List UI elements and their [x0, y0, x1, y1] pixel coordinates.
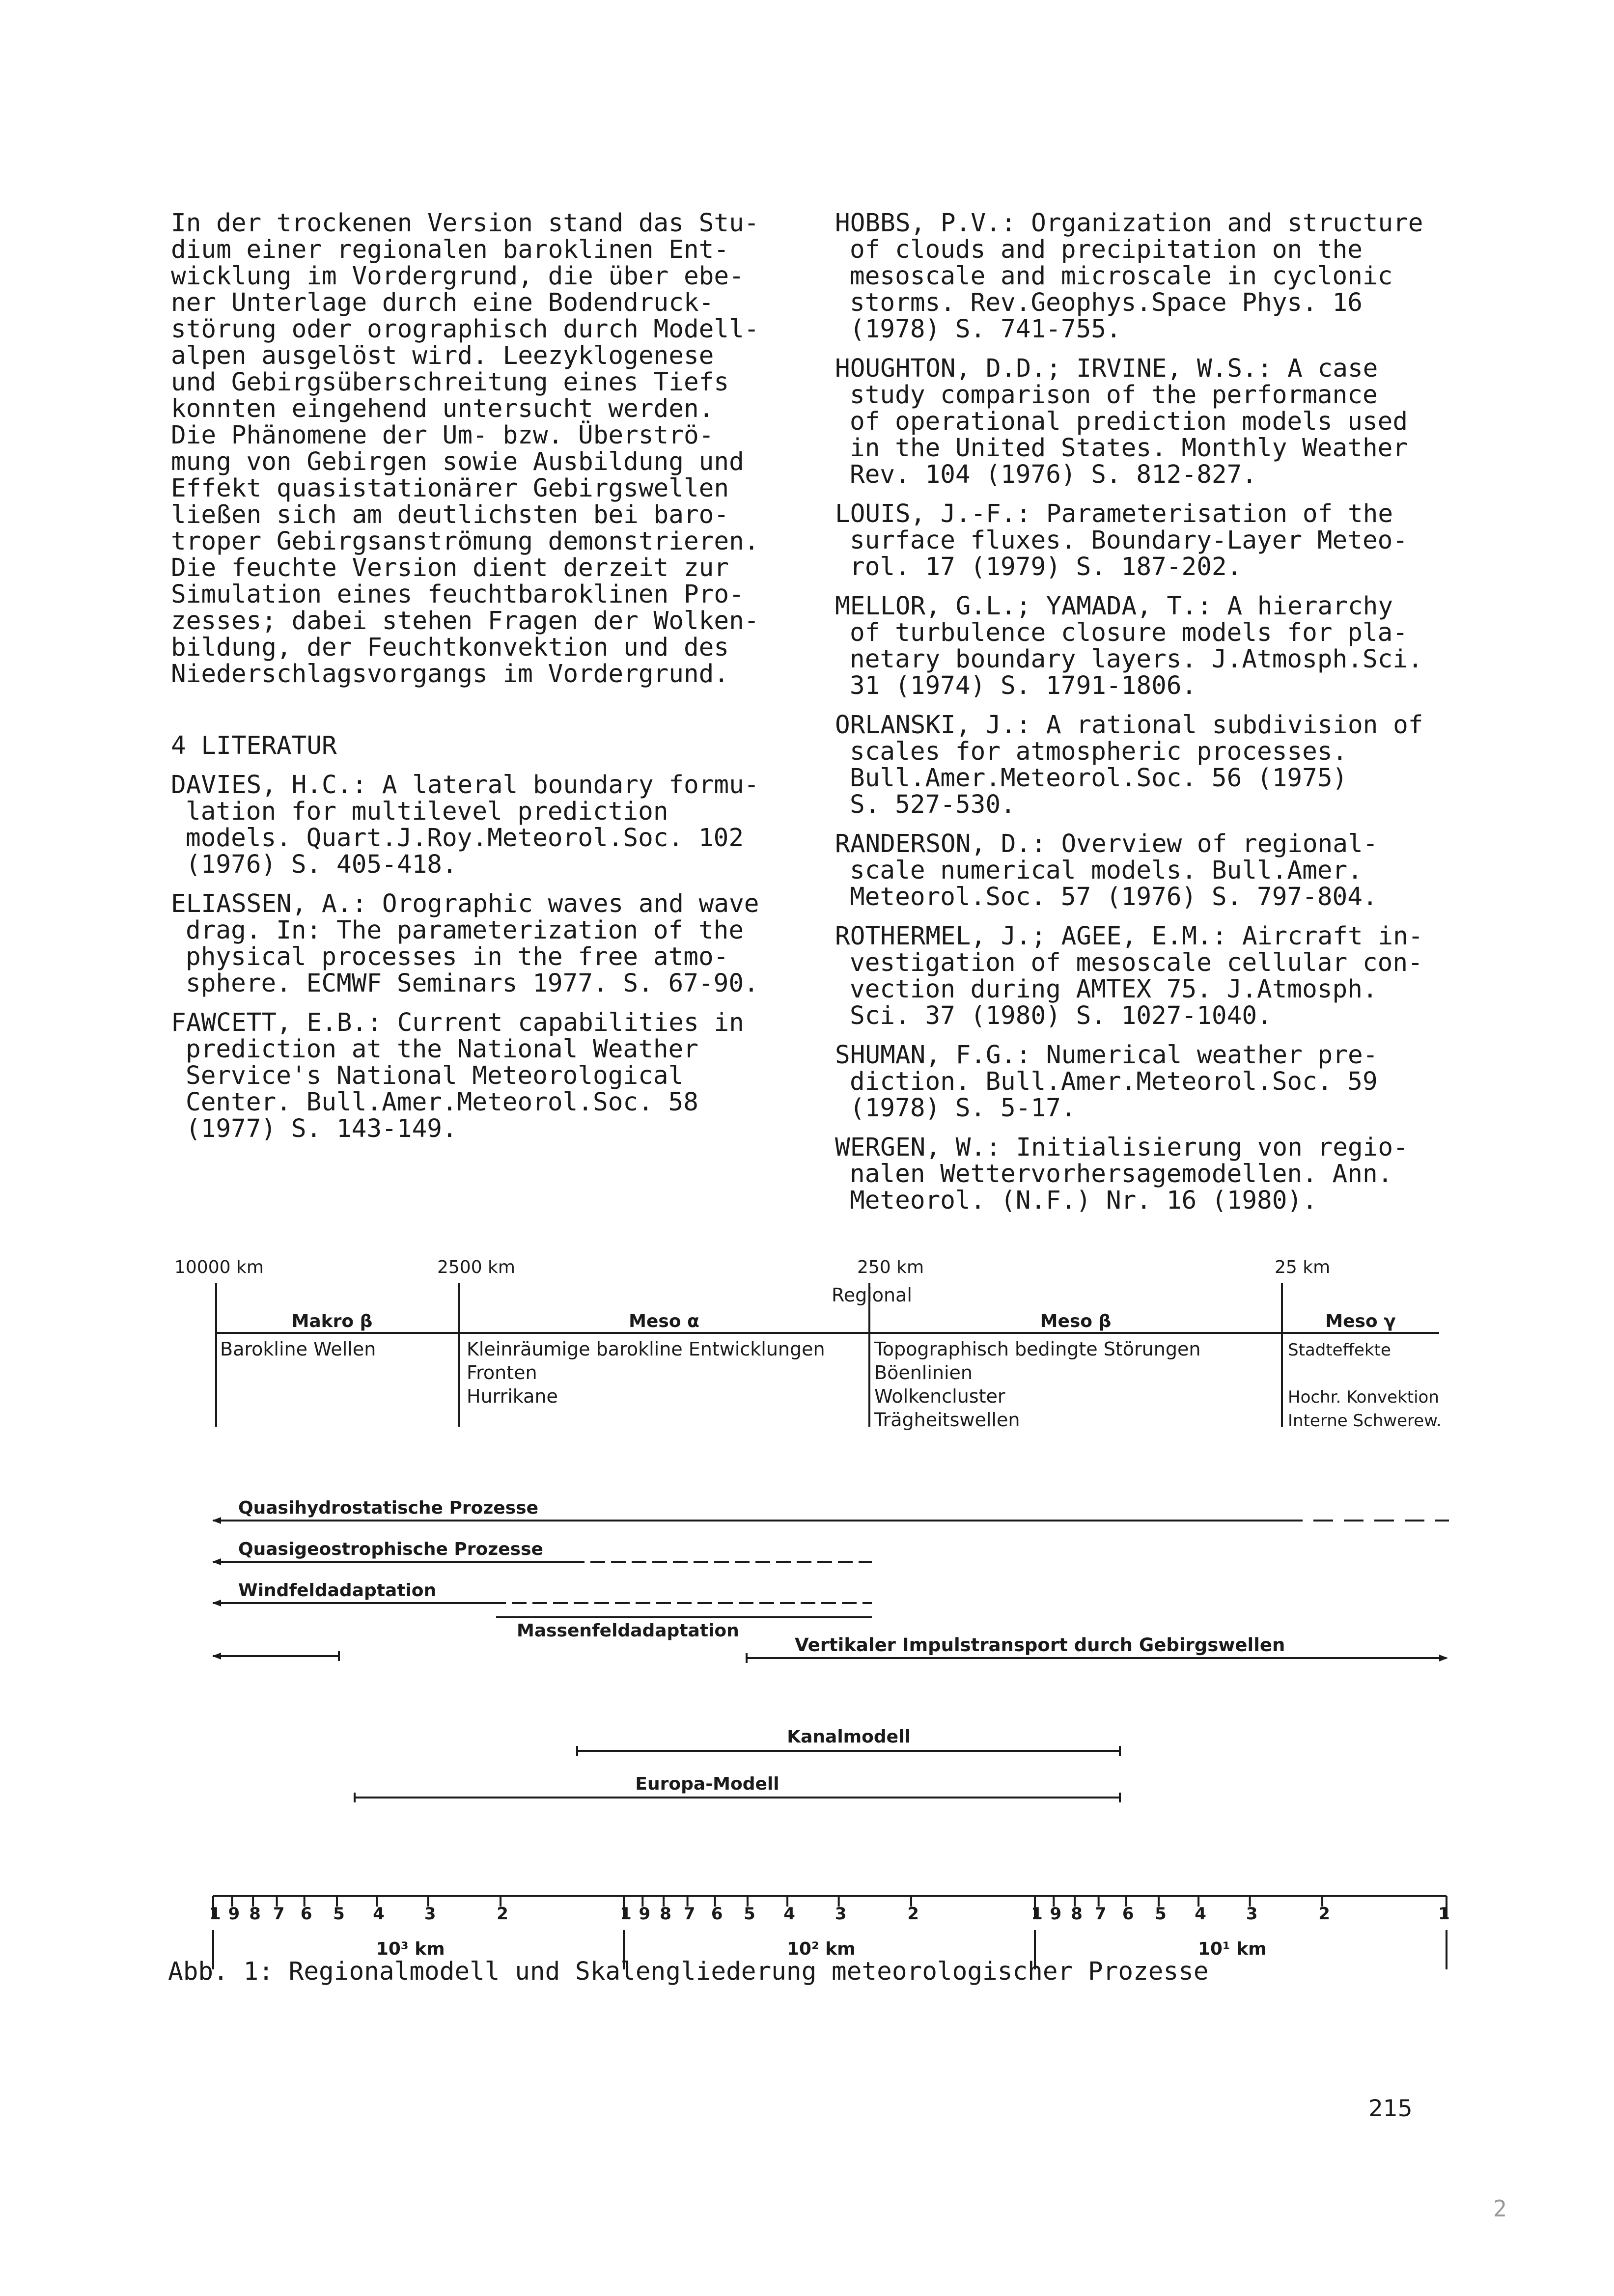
axis-tick-label: 4	[1195, 1904, 1206, 1924]
axis-tick-label: 3	[424, 1904, 436, 1924]
reference-line: vestigation of mesoscale cellular con-	[850, 948, 1423, 977]
reference-line: DAVIES, H.C.: A lateral boundary formu-	[171, 771, 759, 800]
decade-label: 10³ km	[376, 1939, 445, 1959]
reference-line: ROTHERMEL, J.; AGEE, E.M.: Aircraft in-	[835, 922, 1423, 951]
reference-line: 31 (1974) S. 1791-1806.	[850, 671, 1197, 700]
decade-label: 10² km	[786, 1939, 856, 1959]
axis-tick-label: 6	[1122, 1904, 1134, 1924]
reference-line: sphere. ECMWF Seminars 1977. S. 67-90.	[186, 969, 759, 998]
page-number: 215	[1368, 2095, 1413, 2122]
reference-line: mesoscale and microscale in cyclonic	[850, 262, 1393, 291]
paragraph-line: bildung, der Feuchtkonvektion und des	[171, 633, 729, 662]
process-label: Quasigeostrophische Prozesse	[238, 1539, 543, 1559]
axis-tick-label: 3	[835, 1904, 847, 1924]
reference-line: Sci. 37 (1980) S. 1027-1040.	[850, 1001, 1272, 1030]
phenomenon-label: Kleinräumige barokline Entwicklungen	[467, 1338, 825, 1360]
reference-line: netary boundary layers. J.Atmosph.Sci.	[850, 645, 1423, 674]
axis-tick-label: 6	[711, 1904, 723, 1924]
figure-caption: Abb. 1: Regionalmodell und Skalengliederung meteorologischer Prozesse	[168, 1957, 1209, 1986]
phenomenon-label: Fronten	[467, 1362, 537, 1383]
scale-class-name: Makro β	[291, 1311, 373, 1331]
phenomenon-label: Stadteffekte	[1288, 1340, 1391, 1360]
reference-line: Bull.Amer.Meteorol.Soc. 56 (1975)	[850, 764, 1348, 793]
reference-line: vection during AMTEX 75. J.Atmosph.	[850, 975, 1378, 1004]
margin-mark: 2	[1493, 2195, 1507, 2222]
model-label: Kanalmodell	[787, 1727, 911, 1747]
axis-tick-label: 8	[1071, 1904, 1083, 1924]
reference-line: Center. Bull.Amer.Meteorol.Soc. 58	[186, 1088, 698, 1117]
reference-line: HOBBS, P.V.: Organization and structure	[835, 209, 1423, 238]
phenomenon-label: Barokline Wellen	[220, 1338, 376, 1360]
model-label: Europa-Modell	[635, 1774, 779, 1794]
reference-line: LOUIS, J.-F.: Parameterisation of the	[835, 499, 1393, 528]
reference-line: (1976) S. 405-418.	[186, 850, 457, 879]
reference-line: scales for atmospheric processes.	[850, 737, 1348, 766]
reference-line: ORLANSKI, J.: A rational subdivision of	[835, 711, 1423, 740]
reference-line: Service's National Meteorological	[186, 1061, 684, 1090]
phenomenon-label: Hurrikane	[467, 1385, 558, 1407]
reference-line: HOUGHTON, D.D.; IRVINE, W.S.: A case	[835, 354, 1378, 383]
paragraph-line: Die Phänomene der Um- bzw. Überströ-	[171, 421, 714, 450]
axis-tick-label: 1	[620, 1904, 632, 1924]
paragraph-line: Simulation eines feuchtbaroklinen Pro-	[171, 580, 744, 609]
reference-line: nalen Wettervorhersagemodellen. Ann.	[850, 1160, 1393, 1189]
reference-line: Meteorol. (N.F.) Nr. 16 (1980).	[850, 1186, 1317, 1215]
reference-line: drag. In: The parameterization of the	[186, 916, 744, 945]
reference-line: physical processes in the free atmo-	[186, 942, 729, 971]
axis-tick-label: 2	[497, 1904, 508, 1924]
scale-label: 25 km	[1275, 1257, 1331, 1277]
phenomenon-label: Hochr. Konvektion	[1288, 1387, 1439, 1407]
axis-tick-label: 8	[660, 1904, 671, 1924]
arrow-head	[212, 1558, 221, 1565]
reference-line: lation for multilevel prediction	[186, 797, 668, 826]
reference-line: WERGEN, W.: Initialisierung von regio-	[835, 1133, 1408, 1162]
axis-tick-label: 9	[1050, 1904, 1062, 1924]
scale-class-name: Meso γ	[1325, 1311, 1396, 1331]
reference-line: in the United States. Monthly Weather	[850, 434, 1408, 463]
reference-line: SHUMAN, F.G.: Numerical weather pre-	[835, 1041, 1378, 1070]
reference-line: ELIASSEN, A.: Orographic waves and wave	[171, 889, 759, 918]
scale-class-name: Meso α	[629, 1311, 699, 1331]
paragraph-line: alpen ausgelöst wird. Leezyklogenese	[171, 341, 714, 370]
section-heading: 4 LITERATUR	[171, 731, 337, 760]
phenomenon-label: Wolkencluster	[874, 1385, 1005, 1407]
arrow-head	[212, 1653, 221, 1660]
axis-tick-label: 2	[907, 1904, 919, 1924]
paragraph-line: ließen sich am deutlichsten bei baro-	[171, 500, 729, 529]
axis-tick-label: 7	[683, 1904, 696, 1924]
process-label: Windfeldadaptation	[238, 1580, 437, 1601]
reference-line: (1978) S. 5-17.	[850, 1094, 1076, 1123]
axis-tick-label: 9	[228, 1904, 240, 1924]
process-label: Vertikaler Impulstransport durch Gebirgswellen	[795, 1634, 1285, 1656]
axis-tick-label: 5	[744, 1904, 755, 1924]
reference-line: prediction at the National Weather	[186, 1035, 698, 1064]
reference-line: of clouds and precipitation on the	[850, 235, 1363, 264]
scale-label: 250 km	[857, 1257, 924, 1277]
axis-tick-label: 1	[209, 1904, 221, 1924]
axis-tick-label: 7	[1094, 1904, 1107, 1924]
reference-line: of operational prediction models used	[850, 407, 1408, 436]
scale-label: 2500 km	[437, 1257, 515, 1277]
axis-tick-label: 4	[783, 1904, 795, 1924]
reference-line: of turbulence closure models for pla-	[850, 618, 1408, 647]
axis-tick-label: 4	[373, 1904, 385, 1924]
paragraph-line: Effekt quasistationärer Gebirgswellen	[171, 474, 729, 503]
axis-tick-label: 1	[1438, 1904, 1450, 1924]
reference-line: (1977) S. 143-149.	[186, 1114, 457, 1143]
axis-tick-label: 7	[273, 1904, 285, 1924]
paragraph-line: Die feuchte Version dient derzeit zur	[171, 553, 729, 582]
arrow-head	[1439, 1655, 1448, 1661]
axis-tick-label: 3	[1246, 1904, 1258, 1924]
reference-line: MELLOR, G.L.; YAMADA, T.: A hierarchy	[835, 592, 1393, 621]
paragraph-line: und Gebirgsüberschreitung eines Tiefs	[171, 368, 729, 397]
reference-line: study comparison of the performance	[850, 381, 1378, 410]
reference-line: RANDERSON, D.: Overview of regional-	[835, 830, 1378, 858]
arrow-head	[212, 1600, 221, 1606]
axis-tick-label: 9	[639, 1904, 651, 1924]
axis-tick-label: 2	[1318, 1904, 1330, 1924]
reference-line: (1978) S. 741-755.	[850, 315, 1121, 344]
paragraph-line: dium einer regionalen baroklinen Ent-	[171, 235, 729, 264]
axis-tick-label: 5	[1155, 1904, 1167, 1924]
axis-tick-label: 5	[333, 1904, 345, 1924]
paragraph-line: troper Gebirgsanströmung demonstrieren.	[171, 527, 759, 556]
paragraph-line: In der trockenen Version stand das Stu-	[171, 209, 759, 238]
axis-tick-label: 6	[300, 1904, 312, 1924]
reference-line: models. Quart.J.Roy.Meteorol.Soc. 102	[186, 824, 744, 853]
phenomenon-label: Böenlinien	[874, 1362, 973, 1383]
axis-tick-label: 8	[249, 1904, 261, 1924]
process-label: Quasihydrostatische Prozesse	[238, 1498, 538, 1518]
reference-line: Meteorol.Soc. 57 (1976) S. 797-804.	[850, 883, 1378, 912]
reference-line: FAWCETT, E.B.: Current capabilities in	[171, 1008, 744, 1037]
paragraph-line: störung oder orographisch durch Modell-	[171, 315, 759, 344]
paragraph-line: wicklung im Vordergrund, die über ebe-	[171, 262, 744, 291]
reference-line: rol. 17 (1979) S. 187-202.	[850, 553, 1242, 581]
reference-line: Rev. 104 (1976) S. 812-827.	[850, 460, 1257, 489]
reference-line: surface fluxes. Boundary-Layer Meteo-	[850, 526, 1408, 555]
paragraph-line: Niederschlagsvorgangs im Vordergrund.	[171, 660, 729, 689]
axis-tick-label: 1	[1031, 1904, 1043, 1924]
phenomenon-label: Trägheitswellen	[874, 1409, 1020, 1431]
scale-label: 10000 km	[174, 1257, 264, 1277]
reference-line: S. 527-530.	[850, 790, 1016, 819]
phenomenon-label: Topographisch bedingte Störungen	[874, 1338, 1201, 1360]
paragraph-line: konnten eingehend untersucht werden.	[171, 394, 714, 423]
reference-line: storms. Rev.Geophys.Space Phys. 16	[850, 288, 1363, 317]
reference-line: scale numerical models. Bull.Amer.	[850, 856, 1363, 885]
regional-label: Regional	[832, 1284, 912, 1306]
paragraph-line: zesses; dabei stehen Fragen der Wolken-	[171, 607, 759, 636]
decade-label: 10¹ km	[1197, 1939, 1267, 1959]
paragraph-line: mung von Gebirgen sowie Ausbildung und	[171, 447, 744, 476]
reference-line: diction. Bull.Amer.Meteorol.Soc. 59	[850, 1067, 1378, 1096]
phenomenon-label: Interne Schwerew.	[1288, 1411, 1442, 1431]
scale-class-name: Meso β	[1040, 1311, 1112, 1331]
arrow-head	[212, 1517, 221, 1524]
process-label: Massenfeldadaptation	[517, 1621, 739, 1641]
paragraph-line: ner Unterlage durch eine Bodendruck-	[171, 288, 714, 317]
